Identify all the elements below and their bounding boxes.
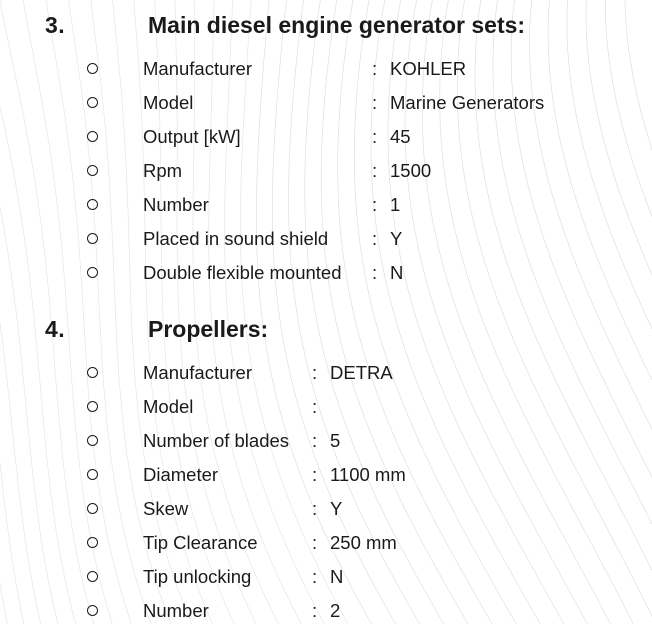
list-item [0, 464, 652, 488]
item-label: Number of blades [143, 430, 290, 451]
separator: : [372, 262, 378, 283]
item-label: Manufacturer [143, 58, 252, 79]
separator: : [312, 600, 318, 621]
section-4-number: 4. [45, 316, 66, 342]
item-label: Number [143, 600, 209, 621]
bullet-icon [87, 63, 98, 74]
item-label: Manufacturer [143, 362, 252, 383]
item-label: Model [143, 92, 194, 113]
list-item [0, 566, 652, 590]
bullet-icon [87, 435, 98, 446]
bullet-icon [87, 605, 98, 616]
item-label: Placed in sound shield [143, 228, 329, 249]
list-item [0, 160, 652, 184]
list-item [0, 532, 652, 556]
item-label: Double flexible mounted [143, 262, 342, 283]
separator: : [312, 464, 318, 485]
list-item [0, 92, 652, 116]
section-4-title: Propellers: [148, 316, 269, 342]
separator: : [372, 58, 378, 79]
item-value: 2 [330, 600, 341, 621]
separator: : [312, 396, 318, 417]
list-item [0, 362, 652, 386]
item-value: 1100 mm [330, 464, 406, 485]
separator: : [312, 566, 318, 587]
item-label: Rpm [143, 160, 183, 181]
item-value: 1 [390, 194, 401, 215]
item-value: 250 mm [330, 532, 397, 553]
item-value: KOHLER [390, 58, 467, 79]
section-3-number: 3. [45, 12, 66, 38]
item-value: N [330, 566, 344, 587]
list-item [0, 498, 652, 522]
item-value: 45 [390, 126, 411, 147]
list-item [0, 262, 652, 286]
list-item [0, 194, 652, 218]
list-item [0, 396, 652, 420]
separator: : [372, 160, 378, 181]
separator: : [312, 430, 318, 451]
separator: : [312, 362, 318, 383]
list-item [0, 430, 652, 454]
bullet-icon [87, 503, 98, 514]
item-value: N [390, 262, 404, 283]
item-label: Number [143, 194, 209, 215]
bullet-icon [87, 97, 98, 108]
separator: : [372, 92, 378, 113]
bullet-icon [87, 131, 98, 142]
section-3-title: Main diesel engine generator sets: [148, 12, 526, 38]
item-label: Skew [143, 498, 189, 519]
list-item [0, 126, 652, 150]
bullet-icon [87, 233, 98, 244]
bullet-icon [87, 571, 98, 582]
bullet-icon [87, 537, 98, 548]
separator: : [312, 532, 318, 553]
bullet-icon [87, 367, 98, 378]
list-item [0, 600, 652, 624]
item-value: 5 [330, 430, 341, 451]
item-label: Output [kW] [143, 126, 241, 147]
item-value: DETRA [330, 362, 393, 383]
separator: : [372, 194, 378, 215]
bullet-icon [87, 165, 98, 176]
item-label: Diameter [143, 464, 219, 485]
list-item [0, 58, 652, 82]
list-item [0, 228, 652, 252]
item-label: Tip unlocking [143, 566, 252, 587]
item-value: Marine Generators [390, 92, 545, 113]
separator: : [312, 498, 318, 519]
bullet-icon [87, 267, 98, 278]
item-value: Y [390, 228, 403, 249]
bullet-icon [87, 199, 98, 210]
item-label: Model [143, 396, 194, 417]
separator: : [372, 228, 378, 249]
item-value: 1500 [390, 160, 432, 181]
separator: : [372, 126, 378, 147]
item-label: Tip Clearance [143, 532, 258, 553]
item-value: Y [330, 498, 343, 519]
bullet-icon [87, 401, 98, 412]
bullet-icon [87, 469, 98, 480]
